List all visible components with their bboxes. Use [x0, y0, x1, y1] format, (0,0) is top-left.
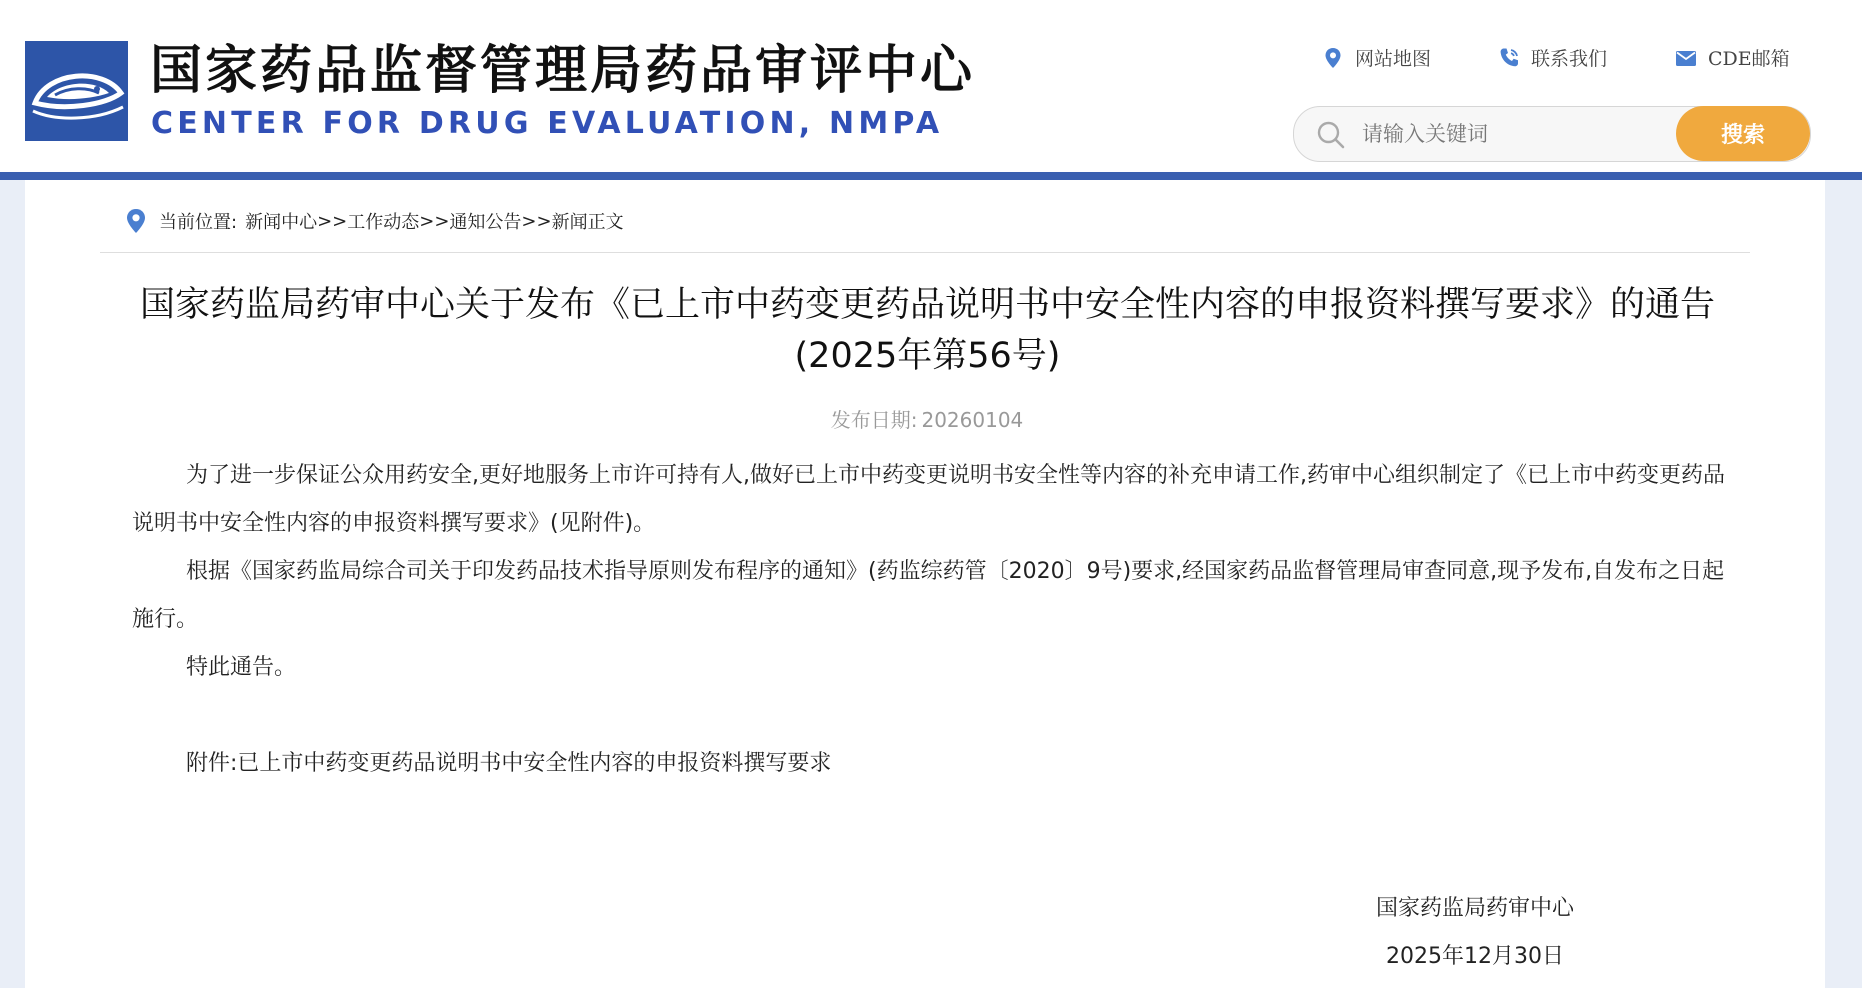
- breadcrumb: [125, 206, 624, 236]
- contact-link[interactable]: [1497, 44, 1607, 71]
- location-pin-icon: [1321, 46, 1345, 70]
- breadcrumb-separator: >>: [419, 210, 450, 232]
- article-paragraph: 为了进一步保证公众用药安全,更好地服务上市许可持有人,做好已上市中药变更说明书安全性等内容的补充申请工作,药审中心组织制定了《已上市中药变更药品说明书中安全性内容的申报资料撰写要求》(见附件)。: [132, 463, 1725, 536]
- header-divider-bar: [0, 172, 1862, 180]
- breadcrumb-item-notices[interactable]: 通知公告: [449, 212, 522, 233]
- article-title: 国家药监局药审中心关于发布《已上市中药变更药品说明书中安全性内容的申报资料撰写要求》的通告(2025年第56号): [139, 285, 1715, 376]
- publish-date-value: 20260104: [921, 408, 1024, 432]
- breadcrumb-divider: [100, 252, 1750, 253]
- cde-mail-label: CDE邮箱: [1708, 48, 1790, 70]
- site-title-cn: 国家药品监督管理局药品审评中心: [150, 41, 976, 101]
- top-links: [0, 44, 1862, 74]
- article-card: [25, 180, 1825, 988]
- mail-icon: [1674, 46, 1698, 70]
- search-input[interactable]: [1360, 115, 1664, 153]
- article-body: [132, 452, 1725, 788]
- site-header: [0, 0, 1862, 172]
- breadcrumb-separator: >>: [521, 210, 552, 232]
- breadcrumb-separator: >>: [317, 210, 348, 232]
- breadcrumb-prefix: 当前位置:: [159, 212, 238, 233]
- phone-icon: [1497, 46, 1521, 70]
- signature-org: 国家药监局药审中心: [1375, 896, 1574, 921]
- signature-block: [1335, 885, 1615, 981]
- article-paragraph: 特此通告。: [186, 655, 297, 680]
- publish-date-label: 发布日期:: [830, 408, 918, 432]
- breadcrumb-item-news-center[interactable]: 新闻中心: [245, 212, 318, 233]
- location-pin-icon: [125, 208, 147, 234]
- sitemap-link[interactable]: [1321, 44, 1431, 71]
- breadcrumb-item-current: 新闻正文: [551, 212, 624, 233]
- site-title-en: CENTER FOR DRUG EVALUATION, NMPA: [151, 106, 944, 141]
- publish-date: [25, 404, 1825, 433]
- article-paragraph: 根据《国家药监局综合司关于印发药品技术指导原则发布程序的通知》(药监综药管〔2020〕9号)要求,经国家药品监督管理局审查同意,现予发布,自发布之日起施行。: [132, 559, 1725, 632]
- sitemap-label: 网站地图: [1355, 48, 1432, 70]
- attachment-link[interactable]: 附件:已上市中药变更药品说明书中安全性内容的申报资料撰写要求: [186, 751, 832, 776]
- signature-date: 2025年12月30日: [1386, 944, 1564, 969]
- search-icon: [1316, 120, 1346, 150]
- contact-label: 联系我们: [1531, 48, 1608, 70]
- cde-mail-link[interactable]: [1674, 44, 1790, 71]
- search-button[interactable]: 搜索: [1676, 106, 1810, 161]
- breadcrumb-item-work-news[interactable]: 工作动态: [347, 212, 420, 233]
